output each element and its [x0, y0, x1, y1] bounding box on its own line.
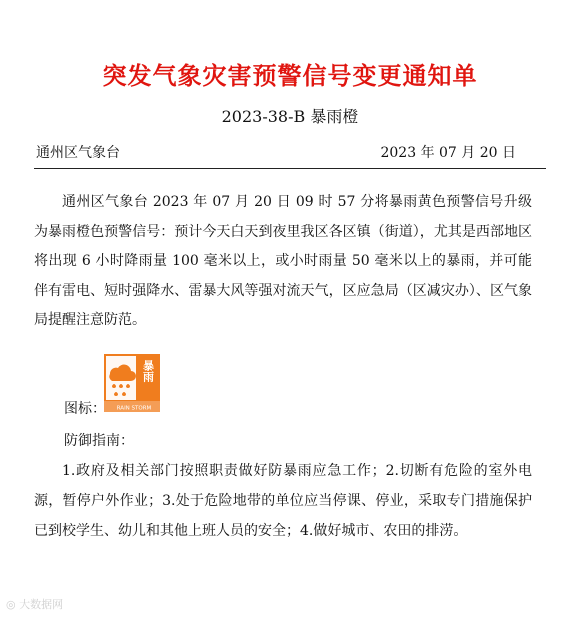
issuer: 通州区气象台 — [36, 145, 120, 161]
guide-body: 1.政府及相关部门按照职责做好防暴雨应急工作；2.切断有危险的室外电源，暂停户外作业；3.处于危险地带的单位应当停课、停业，采取专门措施保护已到校学生、幼儿和其他上班人员的安全；4.做好城市、农田的排涝。 — [34, 463, 532, 539]
page-title: 突发气象灾害预警信号变更通知单 — [102, 61, 478, 90]
issue-date: 2023 年 07 月 20 日 — [380, 145, 516, 161]
icon-label: 图标： — [64, 401, 106, 417]
watermark — [6, 596, 63, 612]
guide-title: 防御指南： — [64, 433, 134, 449]
rainstorm-warning-icon — [104, 354, 160, 412]
watermark-text: 大数据网 — [19, 598, 64, 611]
notice-body: 通州区气象台 2023 年 07 月 20 日 09 时 57 分将暴雨黄色预警信号升级为暴雨橙色预警信号：预计今天白天到夜里我区各区镇（街道），尤其是西部地区将出现 6 小时降雨量 100 毫米以上，或小时雨量 50 毫米以上的暴雨，并可能伴有雷电、短时强降水、雷暴大风等强对流天气，区应急局（区减灾办）、区气象局提醒注意防范。 — [34, 194, 532, 328]
divider — [34, 168, 546, 169]
watermark-logo-icon: ◎ — [6, 598, 20, 611]
notice-number: 2023-38-B 暴雨橙 — [221, 107, 359, 126]
icon-text-cn: 暴雨 — [141, 360, 155, 382]
icon-text-en: RAIN STORM — [116, 405, 152, 412]
